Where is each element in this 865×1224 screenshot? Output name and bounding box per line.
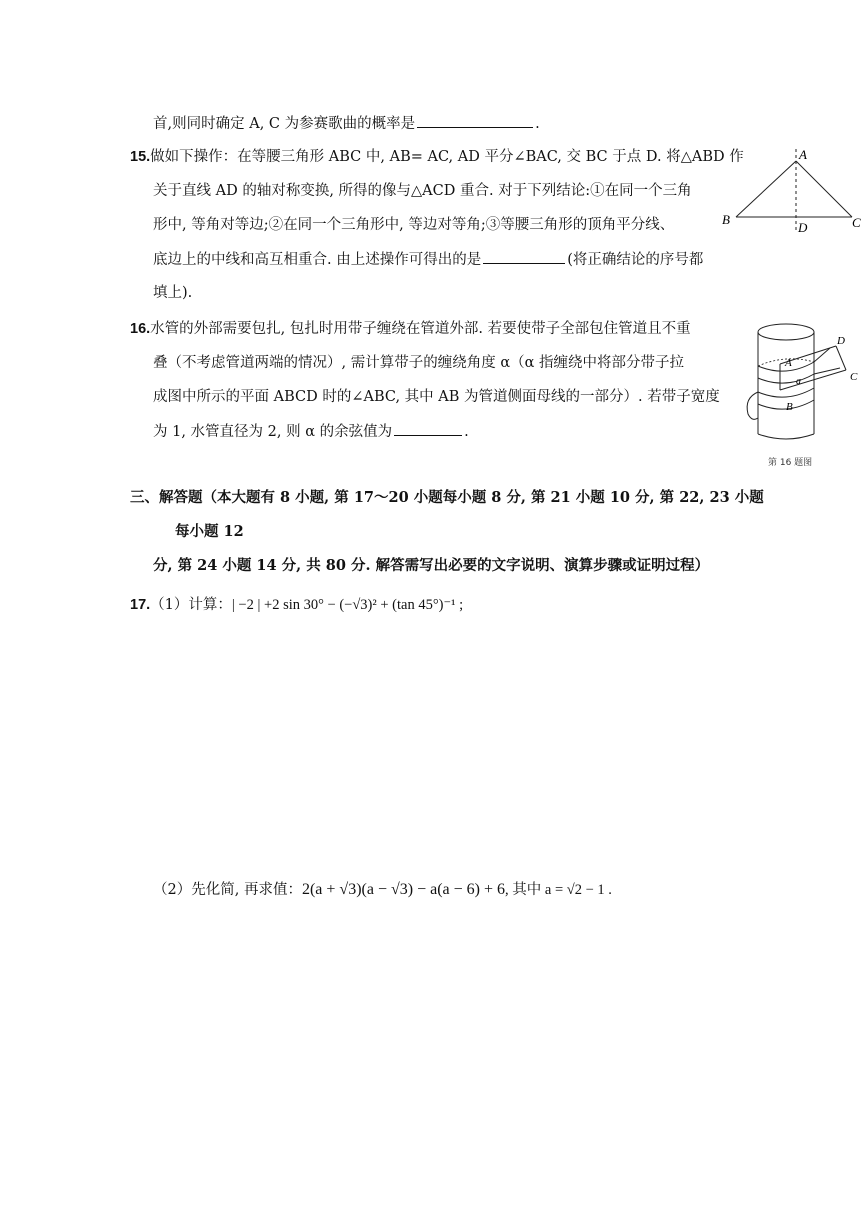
q14-answer-blank[interactable] — [417, 113, 533, 128]
q16-line2: 叠（不考虑管道两端的情况）, 需计算带子的缠绕角度 α（α 指缠绕中将部分带子拉 — [153, 355, 685, 371]
q17-part2-label: （2）先化简, 再求值： — [153, 882, 302, 898]
q16-text-1: 水管的外部需要包扎, 包扎时用带子缠绕在管道外部. 若要使带子全部包住管道且不重 — [150, 321, 691, 337]
q15-text-4b: (将正确结论的序号都 — [567, 252, 704, 268]
q16-text-4a: 为 1, 水管直径为 2, 则 α 的余弦值为 — [153, 424, 393, 440]
q15-fig-label-b: B — [722, 212, 730, 227]
q17-part1-line — [130, 595, 463, 615]
q15-line4 — [153, 249, 703, 270]
q16-line4 — [153, 421, 469, 442]
q16-fig-label-c: C — [850, 371, 858, 383]
section3-heading-line3: 分, 第 24 小题 14 分, 共 80 分. 解答需写出必要的文字说明、演算步骤或证明过程） — [153, 557, 710, 574]
q16-fig-label-d: D — [837, 335, 845, 347]
q16-figure-caption: 第 16 题图 — [768, 458, 813, 468]
q15-line2: 关于直线 AD 的轴对称变换, 所得的像与△ACD 重合. 对于下列结论:①在同一个三角 — [153, 183, 692, 199]
q15-triangle-figure — [718, 143, 865, 235]
q17-part2-condition: , 其中 a = √2 − 1 . — [505, 882, 612, 898]
q16-number: 16. — [130, 321, 151, 337]
q14-tail-line — [153, 113, 540, 134]
q16-text-4b: . — [464, 424, 469, 440]
q15-number: 15. — [130, 149, 151, 165]
q15-line1 — [130, 147, 744, 167]
q15-fig-label-d: D — [798, 220, 808, 235]
q15-text-1: 做如下操作：在等腰三角形 ABC 中, AB= AC, AD 平分∠BAC, 交 BC 于点 D. 将△ABD 作 — [150, 149, 744, 165]
q15-fig-label-a: A — [799, 147, 807, 162]
q17-part2-expression: 2(a + √3)(a − √3) − a(a − 6) + 6 — [301, 881, 506, 898]
q16-fig-label-alpha: a — [796, 376, 801, 387]
q16-line1 — [130, 319, 691, 339]
q17-part1-expression: | −2 | +2 sin 30° − (−√3)² + (tan 45°)⁻¹ ; — [231, 597, 464, 613]
q15-fig-label-c: C — [852, 215, 861, 230]
q14-tail-end: . — [535, 116, 540, 132]
q16-line3: 成图中所示的平面 ABCD 时的∠ABC, 其中 AB 为管道侧面母线的一部分）. 若带子宽度 — [153, 389, 720, 405]
q14-tail-text: 首,则同时确定 A, C 为参赛歌曲的概率是 — [153, 116, 416, 132]
q16-pipe-figure — [740, 318, 865, 448]
q16-fig-label-b: B — [786, 401, 793, 413]
q15-text-4a: 底边上的中线和高互相重合. 由上述操作可得出的是 — [153, 252, 482, 268]
q16-fig-label-a: A — [785, 357, 792, 369]
q17-part1-label: （1）计算： — [150, 597, 232, 613]
q17-part2-line — [153, 880, 612, 900]
section3-heading-line2: 每小题 12 — [175, 523, 244, 540]
q15-line3: 形中, 等角对等边;②在同一个三角形中, 等边对等角;③等腰三角形的顶角平分线、 — [153, 217, 675, 233]
q15-answer-blank[interactable] — [483, 249, 565, 264]
q16-answer-blank[interactable] — [394, 421, 462, 436]
section3-heading-line1: 三、解答题（本大题有 8 小题, 第 17～20 小题每小题 8 分, 第 21 小题 10 分, 第 22, 23 小题 — [130, 489, 764, 506]
q15-line5: 填上). — [153, 285, 193, 301]
q17-number: 17. — [130, 597, 151, 613]
